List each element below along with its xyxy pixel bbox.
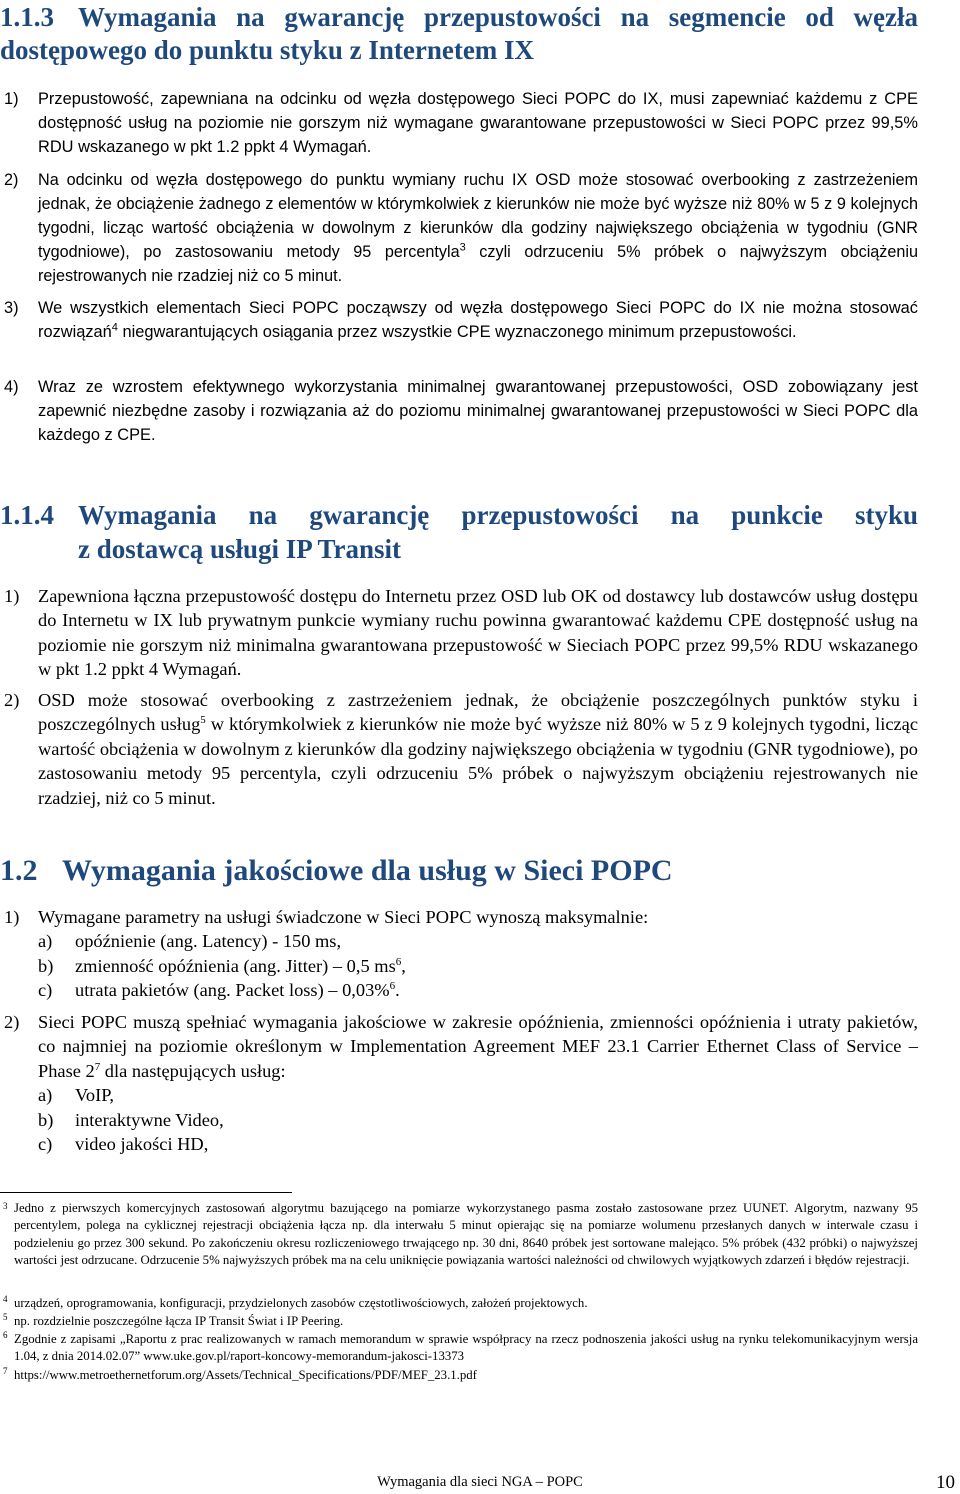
- list-item-number: 3): [4, 299, 19, 317]
- footnote-ref: 7: [94, 1060, 101, 1073]
- sub-item-text: utrata pakietów (ang. Packet loss) – 0,03%: [75, 980, 390, 1001]
- footnote-ref: 3: [459, 241, 466, 254]
- footnote-6: 6 Zgodnie z zapisami „Raportu z prac realizowanych w ramach memorandum w sprawie współpracy na rzecz podnoszenia jakości usług na rynku telekomunikacyjnym wersja 1.04, z dnia 2014.02.07” www.uke.gov.pl/raport-koncowy-memorandum-jakosci-13373: [0, 1331, 918, 1366]
- list-item-text: [4, 296, 918, 344]
- list-item-text: Wraz ze wzrostem efektywnego wykorzystania minimalnej gwarantowanej przepustowości, OSD zobowiązany jest zapewnić niezbędne zasoby i rozwiązania aż do poziomu minimalnej gwarantowanej przepustowości w Sieci POPC dla każdego z CPE.: [38, 378, 918, 444]
- sub-item-letter: b): [38, 955, 54, 976]
- list-item-text: [4, 168, 918, 288]
- footnote-text: urządzeń, oprogramowania, konfiguracji, przydzielonych zasobów częstotliwościowych, założeń projektowych.: [14, 1296, 588, 1310]
- list-item-number: 2): [4, 690, 20, 710]
- sub-item-c: [38, 1132, 918, 1156]
- list-item-1: [4, 87, 918, 159]
- section-title: Wymagania jakościowe dla usług w Sieci POPC: [62, 854, 673, 887]
- section-1-1-3-heading: [0, 1, 918, 67]
- page-number: 10: [936, 1472, 955, 1493]
- text-part: Na odcinku od węzła dostępowego do punktu wymiany ruchu IX OSD może stosować overbooking z zastrzeżeniem jednak, że obciążenie żadnego z elementów w którymkolwiek z kierunków nie może być wyższe niż 80% w 5 z 9 kolejnych tygodni, licząc wartość obciążenia w dowolnym z kierunków dla godziny największego obciążenia w tygodniu (GNR tygodniowe), po zastosowaniu metody 95 percentyla: [38, 171, 918, 261]
- sub-item-a: [38, 1083, 918, 1107]
- section-number: 1.1.4: [0, 500, 54, 530]
- sub-item-b: [38, 954, 918, 978]
- text-part: We wszystkich elementach Sieci POPC począwszy od węzła dostępowego Sieci POPC do IX nie można stosować rozwiązań: [38, 299, 918, 341]
- section-title-line-1: Wymagania na gwarancję przepustowości na punkcie styku: [78, 500, 918, 530]
- list-item-number: 4): [4, 378, 19, 396]
- list-item-number: 1): [4, 586, 20, 606]
- text-part: Sieci POPC muszą spełniać wymagania jakościowe w zakresie opóźnienia, zmienności opóźnienia i utraty pakietów, co najmniej na poziomie określonym w Implementation Agreement MEF 23.1 Carrier Ethernet Class of Service – Phase 2: [38, 1012, 918, 1081]
- list-item-text: Zapewniona łączna przepustowość dostępu do Internetu przez OSD lub OK od dostawcy lub dostawców usług dostępu do Internetu w IX lub prywatnym punkcie wymiany ruchu powinna gwarantować każdemu CPE dostępność usług na poziomie nie gorszym niż minimalna gwarantowana przepustowość w Sieciach POPC przez 99,5% RDU wskazanego w pkt 1.2 ppkt 4 Wymagań.: [38, 586, 918, 680]
- list-item-2: [4, 688, 918, 810]
- sub-item-letter: a): [38, 1085, 53, 1106]
- list-item-1: [4, 905, 918, 1003]
- list-item-1: [4, 584, 918, 682]
- section-1-2-heading: [0, 854, 918, 888]
- sub-item-text: zmienność opóźnienia (ang. Jitter) – 0,5 ms: [75, 955, 396, 976]
- list-item-text: [4, 688, 918, 810]
- section-number: 1.1.3: [0, 2, 54, 32]
- list-item-number: 1): [4, 907, 20, 927]
- list-item-2: [4, 168, 918, 288]
- footnote-3: 3 Jedno z pierwszych komercyjnych zastosowań algorytmu bazującego na pomiarze wykorzystanego pasma zostało zastosowane przez UUNET. Algorytm, nazwany 95 percentylem, polega na cyklicznej rejestracji obciążenia łącza np. dla interwału 5 minut opierając się na pomiarze wolumenu przesłanych danych w interwale czasu i podzieleniu go przez 300 sekund. Po zakończeniu okresu rozliczeniowego trwającego np. 30 dni, 8640 próbek jest sortowane malejąco. 5% próbek (432 próbki) o najwyższej wartości jest odrzucane. Odrzucenie 5% najwyższych próbek ma na celu uniknięcie powiązania wartości należności od chwilowych wyjątkowych zdarzeń i błędów rejestracji.: [0, 1200, 918, 1270]
- text-part: w którymkolwiek z kierunków nie może być wyższe niż 80% w 5 z 9 kolejnych tygodni, licząc wartość obciążenia w dowolnym z kierunków dla godziny największego obciążenia w tygodniu (GNR tygodniowe), po zastosowaniu metody 95 percentyla, czyli odrzuceniu 5% próbek o najwyższym obciążeniu rejestrowanych nie rzadziej, niż co 5 minut.: [38, 714, 918, 808]
- section-number: 1.2: [0, 854, 38, 887]
- sub-item-text: video jakości HD,: [75, 1134, 209, 1155]
- footnote-text: np. rozdzielnie poszczególne łącza IP Transit Świat i IP Peering.: [14, 1314, 344, 1328]
- sub-item-letter: a): [38, 931, 53, 952]
- list-item-body: [4, 905, 918, 1003]
- sub-item-c: [38, 978, 918, 1002]
- list-item-number: 1): [4, 90, 19, 108]
- list-item-2: [4, 1010, 918, 1156]
- footnote-ref: 5: [200, 714, 206, 727]
- text-part: dla następujących usług:: [100, 1060, 286, 1081]
- sub-item-b: [38, 1108, 918, 1132]
- text-part: OSD może stosować overbooking z zastrzeżeniem jednak, że obciążenie poszczególnych punktów styku i poszczególnych usług: [38, 690, 918, 735]
- footnote-7: 7 https://www.metroethernetforum.org/Assets/Technical_Specifications/PDF/MEF_23.1.pdf: [0, 1367, 918, 1384]
- footnote-separator: [0, 1192, 292, 1193]
- sub-item-tail: .: [395, 980, 400, 1001]
- sub-item-tail: ,: [401, 955, 406, 976]
- list-item-4: [4, 375, 918, 447]
- sub-item-text: VoIP,: [75, 1085, 115, 1106]
- sub-item-text: interaktywne Video,: [75, 1109, 224, 1130]
- footnote-text: Jedno z pierwszych komercyjnych zastosowań algorytmu bazującego na pomiarze wykorzystanego pasma zostało zastosowane przez UUNET. Algorytm, nazwany 95 percentylem, polega na cyklicznej rejestracji obciążenia łącza np. dla interwału 5 minut opierając się na pomiarze wolumenu przesłanych danych w interwale czasu i podzieleniu go przez 300 sekund. Po zakończeniu okresu rozliczeniowego trwającego np. 30 dni, 8640 próbek jest sortowane malejąco. 5% próbek (432 próbki) o najwyższej wartości jest odrzucane. Odrzucenie 5% najwyższych próbek ma na celu uniknięcie powiązania wartości należności od chwilowych wyjątkowych zdarzeń i błędów rejestracji.: [14, 1201, 918, 1268]
- sub-item-text: opóźnienie (ang. Latency) - 150 ms,: [75, 931, 342, 952]
- text-part: czyli odrzuceniu 5% próbek o najwyższym obciążeniu rejestrowanych nie rzadziej niż co 5 minut.: [38, 243, 918, 285]
- sub-item-letter: b): [38, 1109, 54, 1130]
- list-item-text: [38, 1010, 918, 1083]
- footnote-text: https://www.metroethernetforum.org/Assets/Technical_Specifications/PDF/MEF_23.1.pdf: [14, 1368, 477, 1382]
- section-title: Wymagania na gwarancję przepustowości na segmencie od węzła dostępowego do punktu styku z Internetem IX: [0, 2, 918, 65]
- footnote-5: 5 np. rozdzielnie poszczególne łącza IP Transit Świat i IP Peering.: [0, 1313, 918, 1330]
- text-part: niegwarantujących osiągania przez wszystkie CPE wyznaczonego minimum przepustowości.: [117, 323, 797, 341]
- sub-item-a: [38, 929, 918, 953]
- section-1-1-4-heading: [0, 498, 918, 566]
- page-footer-title: Wymagania dla sieci NGA – POPC: [377, 1474, 583, 1490]
- sub-item-letter: c): [38, 1134, 53, 1155]
- list-item-text: Przepustowość, zapewniana na odcinku od węzła dostępowego Sieci POPC do IX, musi zapewniać każdemu z CPE dostępność usług na poziomie nie gorszym niż wymagane gwarantowane przepustowości w Sieci POPC przez 99,5% RDU wskazanego w pkt 1.2 ppkt 4 Wymagań.: [38, 90, 918, 156]
- footnote-4: 4 urządzeń, oprogramowania, konfiguracji, przydzielonych zasobów częstotliwościowych, założeń projektowych.: [0, 1295, 918, 1312]
- footnote-ref: 6: [395, 955, 402, 968]
- list-item-text: Wymagane parametry na usługi świadczone w Sieci POPC wynoszą maksymalnie:: [38, 907, 649, 927]
- footnote-text: Zgodnie z zapisami „Raportu z prac realizowanych w ramach memorandum w sprawie współpracy na rzecz podnoszenia jakości usług na rynku telekomunikacyjnym wersja 1.04, z dnia 2014.02.07” www.uke.gov.pl/raport-koncowy-memorandum-jakosci-13373: [14, 1332, 918, 1364]
- sub-item-letter: c): [38, 980, 53, 1001]
- list-item-body: [4, 1010, 918, 1156]
- footnote-ref: 4: [111, 321, 118, 334]
- list-item-number: 2): [4, 171, 19, 189]
- list-item-number: 2): [4, 1012, 20, 1032]
- footnote-ref: 6: [389, 980, 396, 993]
- section-title-line-2: z dostawcą usługi IP Transit: [78, 534, 402, 564]
- list-item-3: [4, 296, 918, 344]
